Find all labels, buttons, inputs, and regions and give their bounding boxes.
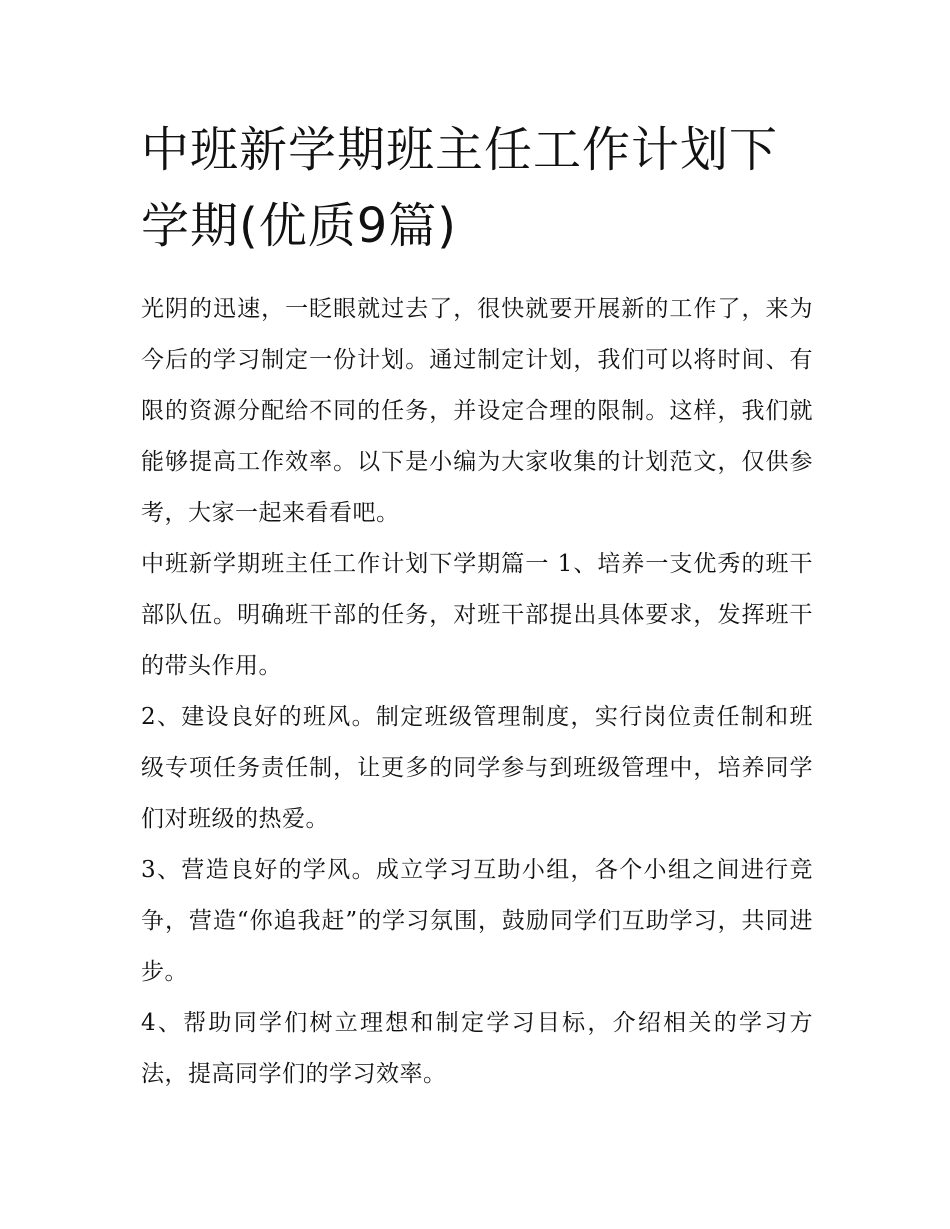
paragraph-item-2: 2、建设良好的班风。制定班级管理制度，实行岗位责任制和班级专项任务责任制，让更多的同学参与到班级管理中，培养同学们对班级的热爱。	[141, 704, 813, 832]
paragraph-intro: 光阴的迅速，一眨眼就过去了，很快就要开展新的工作了，来为今后的学习制定一份计划。通过制定计划，我们可以将时间、有限的资源分配给不同的任务，并设定合理的限制。这样，我们就能够提高工作效率。以下是小编为大家收集的计划范文，仅供参考，大家一起来看看吧。	[141, 296, 813, 526]
document-title: 中班新学期班主任工作计划下学期(优质9篇)	[141, 122, 779, 254]
paragraph-item-3: 3、营造良好的学风。成立学习互助小组，各个小组之间进行竞争，营造“你追我赶”的学习氛围，鼓励同学们互助学习，共同进步。	[141, 857, 813, 985]
paragraph-item-1: 中班新学期班主任工作计划下学期篇一 1、培养一支优秀的班干部队伍。明确班干部的任务，对班干部提出具体要求，发挥班干的带头作用。	[141, 551, 813, 679]
document-body	[141, 112, 813, 1100]
paragraph-item-4: 4、帮助同学们树立理想和制定学习目标，介绍相关的学习方法，提高同学们的学习效率。	[141, 1010, 813, 1087]
